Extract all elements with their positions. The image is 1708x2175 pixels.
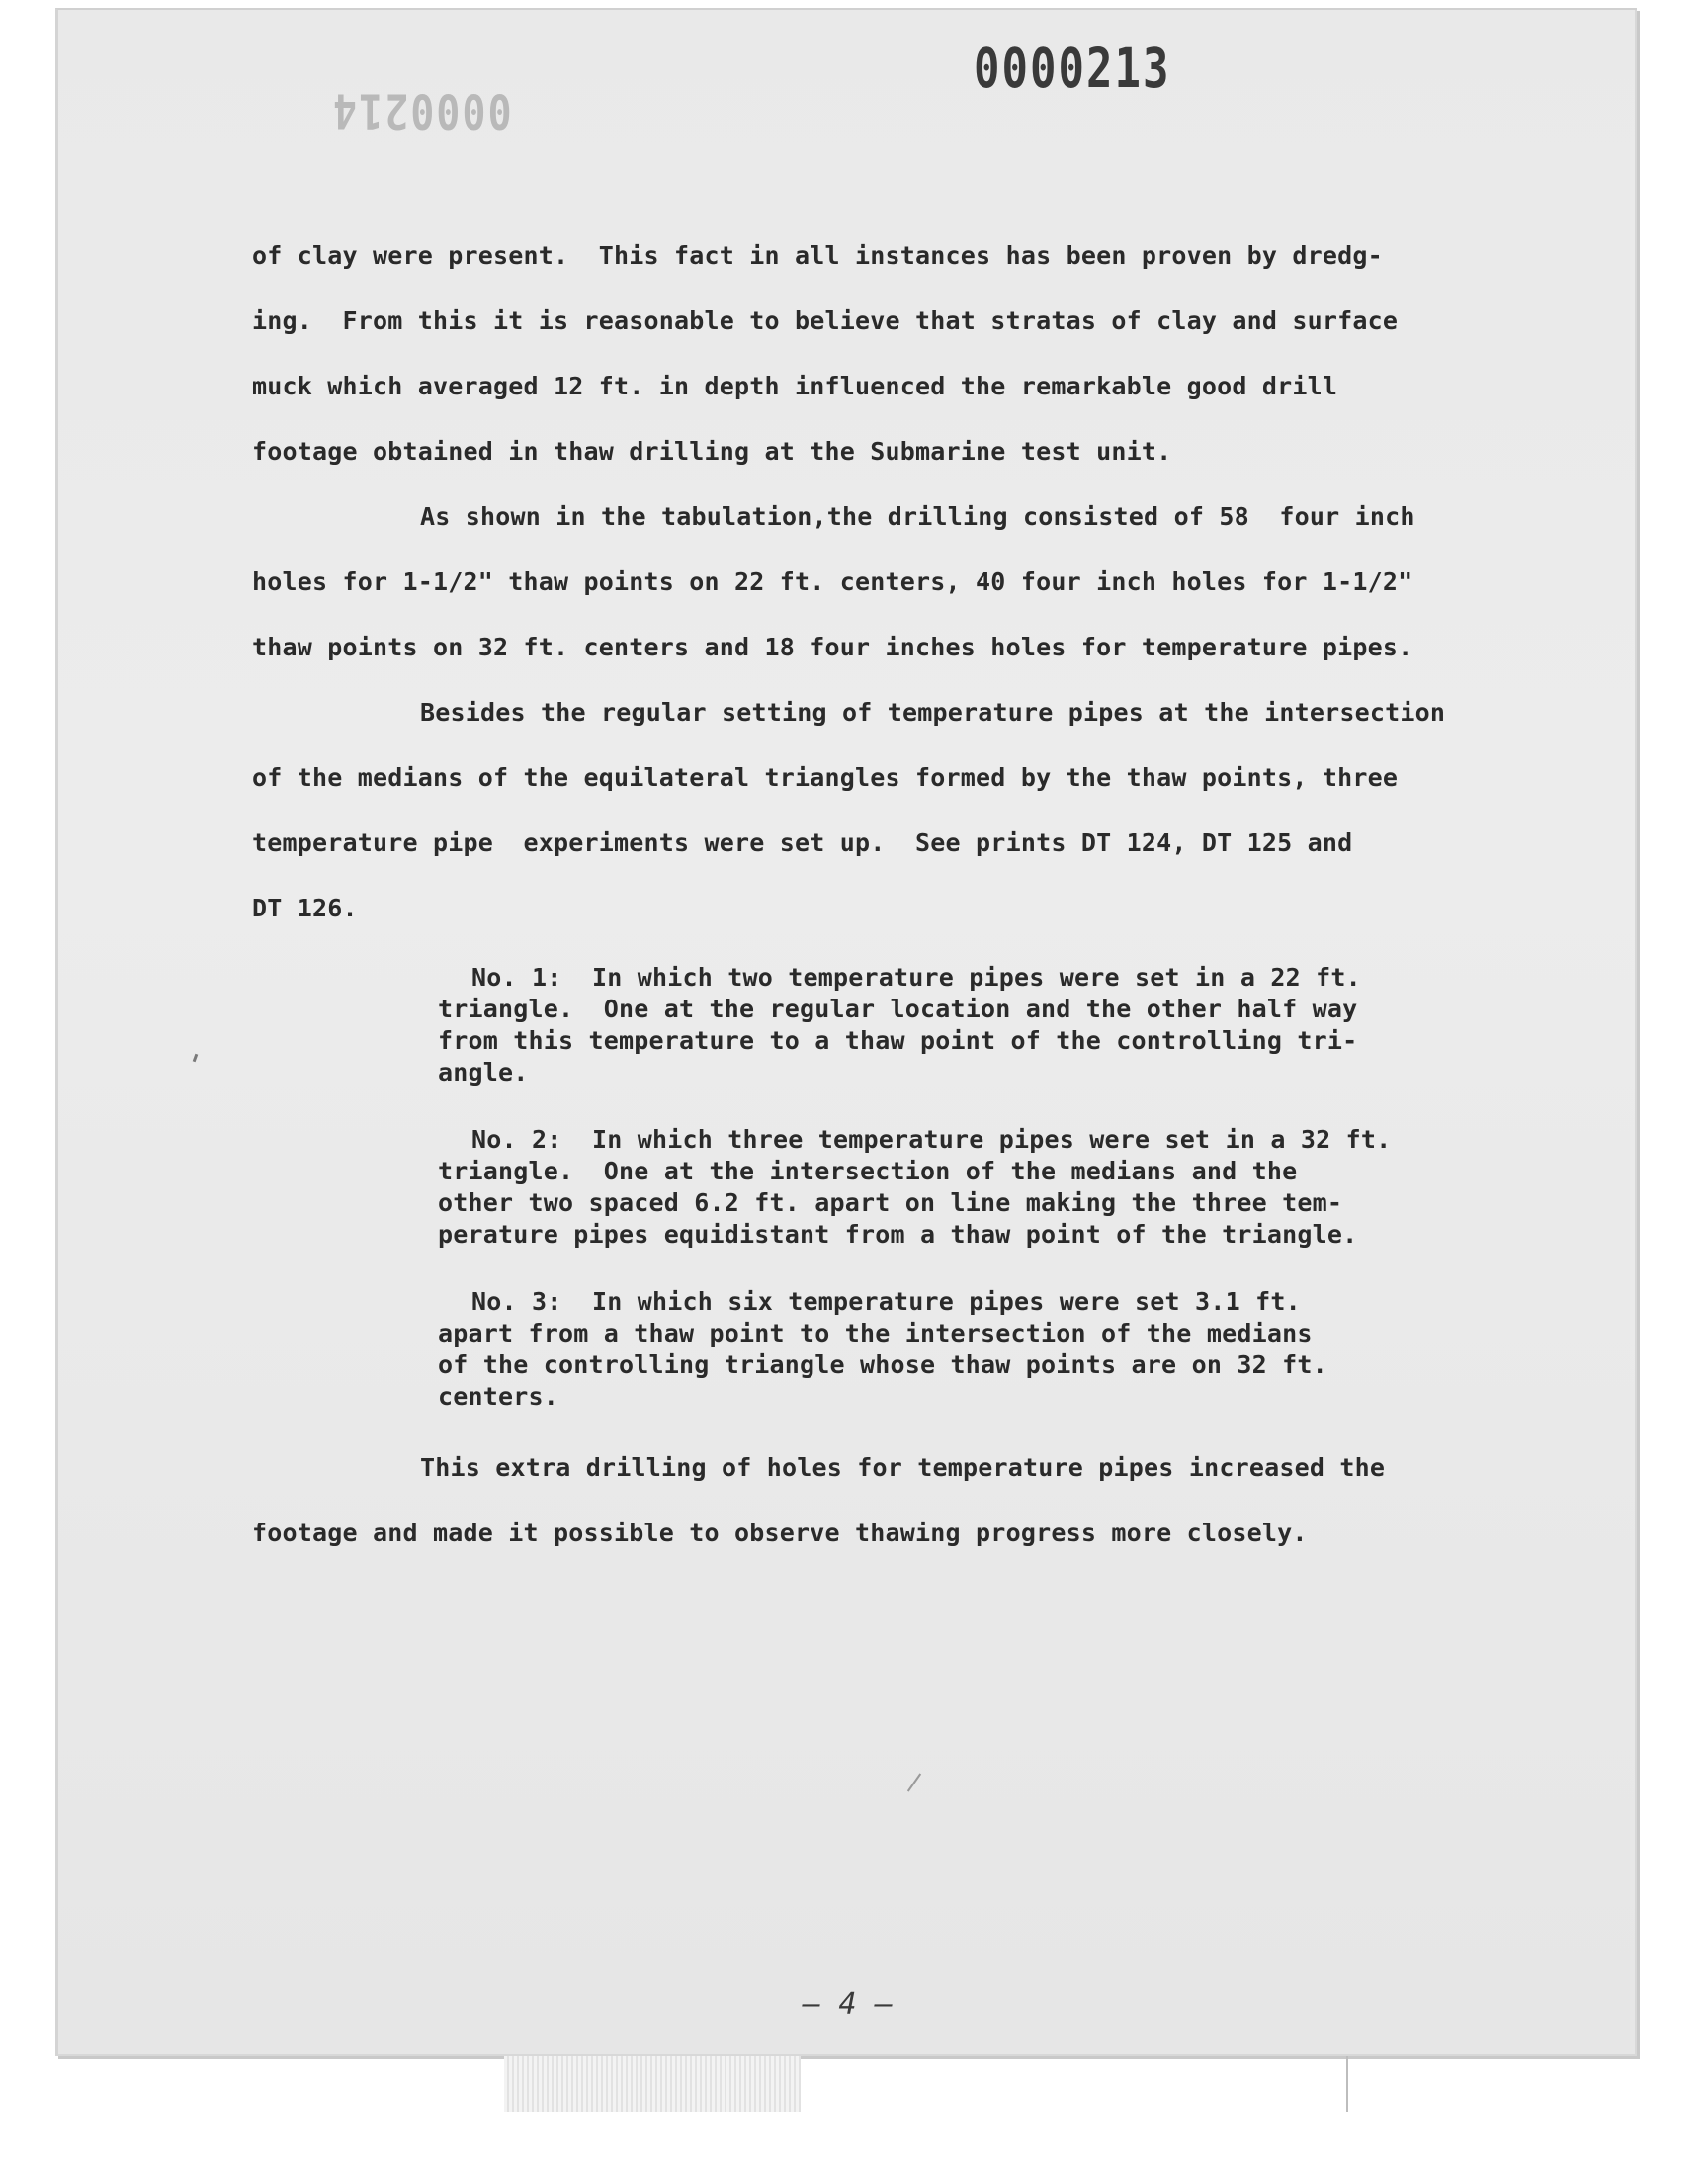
scanner-rule [1346, 2056, 1348, 2112]
scanner-strip [504, 2056, 801, 2112]
paragraph-3-line-2: of the medians of the equilateral triangles formed by the thaw points, three [252, 763, 1399, 792]
paragraph-2-line-2: holes for 1-1/2" thaw points on 22 ft. centers, 40 four inch holes for 1-1/2" [252, 567, 1413, 596]
experiment-1-line-1: No. 1: In which two temperature pipes were set in a 22 ft. [471, 963, 1361, 992]
paragraph-1-line-2: ing. From this it is reasonable to believe that stratas of clay and surface [252, 306, 1399, 335]
paragraph-4-line-1: This extra drilling of holes for temperature pipes increased the [420, 1453, 1386, 1482]
experiment-1-line-2: triangle. One at the regular location and the other half way [438, 995, 1358, 1023]
experiment-2-line-4: perature pipes equidistant from a thaw point of the triangle. [438, 1220, 1358, 1249]
experiment-2-line-3: other two spaced 6.2 ft. apart on line making the three tem- [438, 1188, 1343, 1217]
paragraph-2-line-3: thaw points on 32 ft. centers and 18 four inches holes for temperature pipes. [252, 633, 1413, 661]
paragraph-2-line-1: As shown in the tabulation,the drilling consisted of 58 four inch [420, 502, 1415, 531]
paragraph-3-line-1: Besides the regular setting of temperature pipes at the intersection [420, 698, 1446, 727]
experiment-3-line-4: centers. [438, 1382, 559, 1411]
experiment-1-line-3: from this temperature to a thaw point of the controlling tri- [438, 1026, 1358, 1055]
paragraph-3-line-3: temperature pipe experiments were set up. See prints DT 124, DT 125 and [252, 828, 1353, 857]
experiment-3-line-3: of the controlling triangle whose thaw points are on 32 ft. [438, 1350, 1327, 1379]
experiment-1-line-4: angle. [438, 1058, 529, 1087]
faint-bleedthrough-stamp: 0000214 [331, 82, 512, 137]
experiment-3-line-1: No. 3: In which six temperature pipes were set 3.1 ft. [471, 1287, 1301, 1316]
paragraph-1-line-1: of clay were present. This fact in all instances has been proven by dredg- [252, 241, 1383, 270]
paragraph-1-line-4: footage obtained in thaw drilling at the Submarine test unit. [252, 437, 1172, 466]
experiment-2-line-1: No. 2: In which three temperature pipes were set in a 32 ft. [471, 1125, 1392, 1154]
document-number-stamp: 0000213 [974, 38, 1171, 101]
paragraph-1-line-3: muck which averaged 12 ft. in depth influenced the remarkable good drill [252, 372, 1338, 400]
paragraph-3-line-4: DT 126. [252, 894, 358, 922]
paragraph-4-line-2: footage and made it possible to observe thawing progress more closely. [252, 1519, 1308, 1547]
experiment-2-line-2: triangle. One at the intersection of the medians and the [438, 1157, 1298, 1185]
page-number: — 4 — [803, 1987, 894, 2022]
experiment-3-line-2: apart from a thaw point to the intersection of the medians [438, 1319, 1313, 1348]
